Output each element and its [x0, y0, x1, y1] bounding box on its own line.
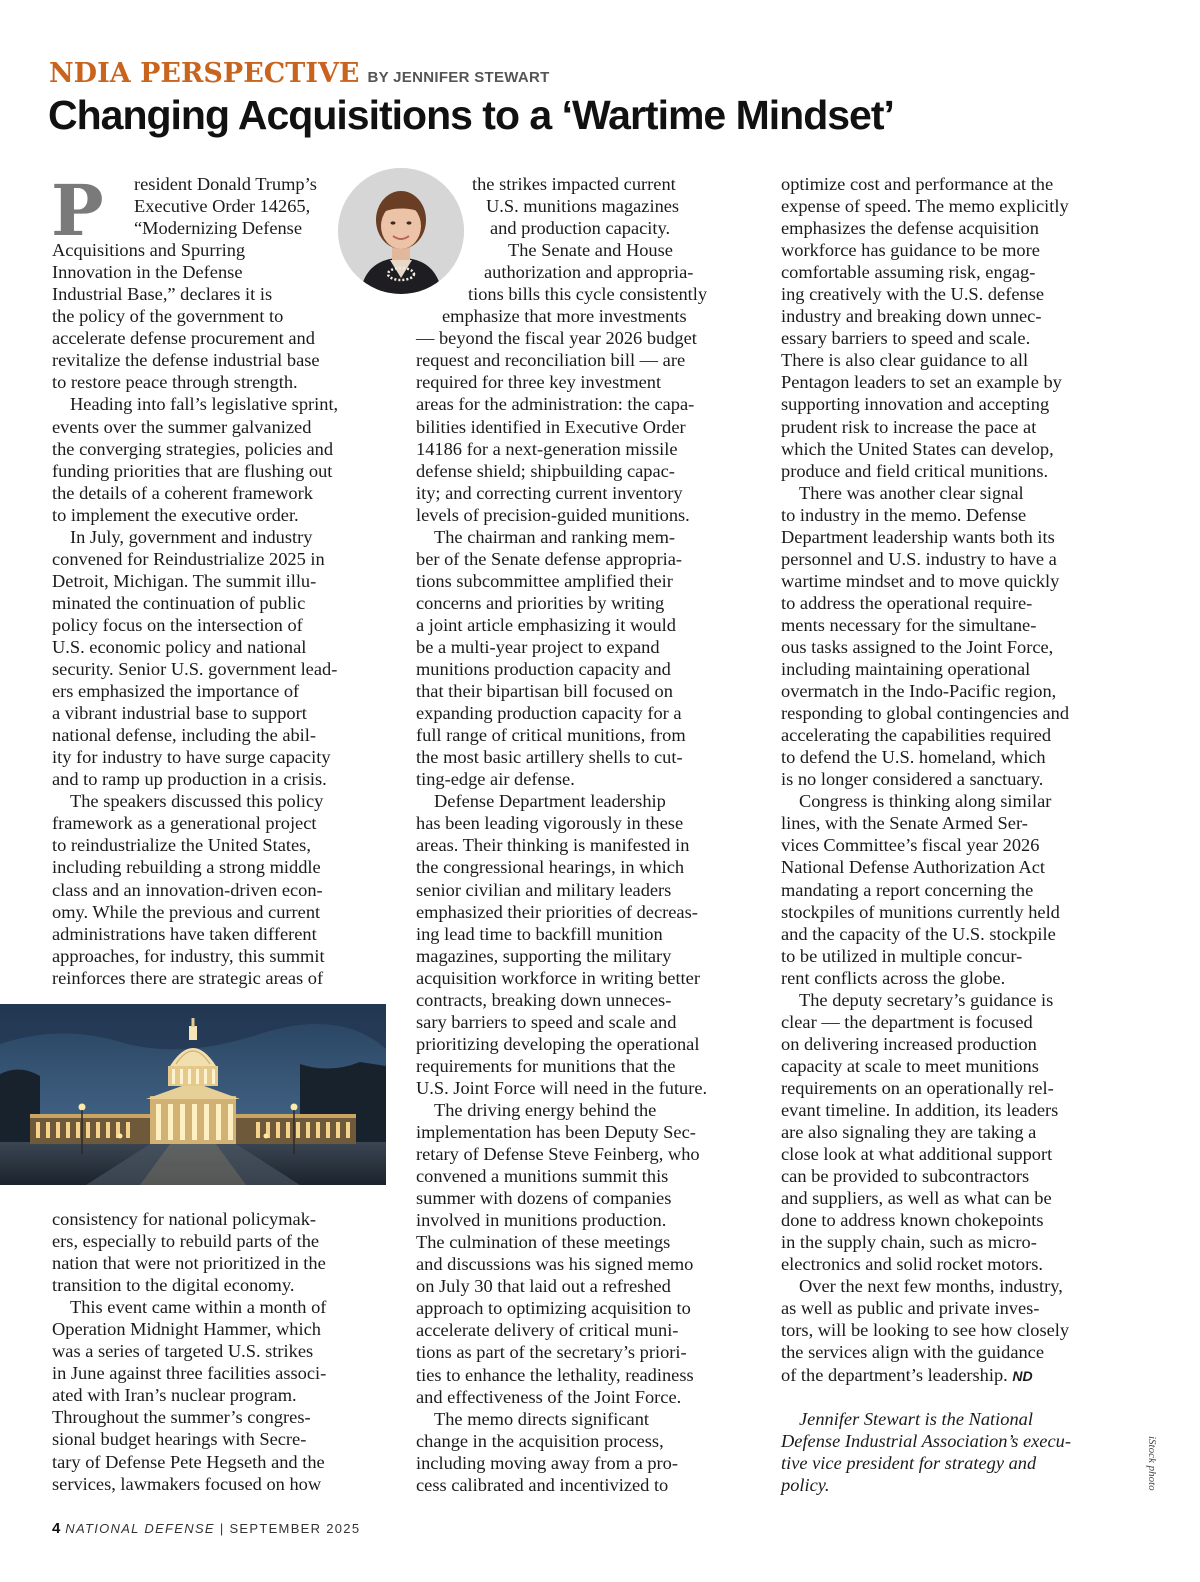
text-line: done to address known chokepoints: [781, 1210, 1044, 1231]
text-line: The chairman and ranking mem-: [434, 526, 676, 547]
drop-cap: P: [51, 169, 104, 252]
text-line: authorization and appropria-: [484, 262, 694, 283]
text-line: has been leading vigorously in these: [416, 813, 684, 834]
text-line: reinforces there are strategic areas of: [52, 967, 324, 988]
text-line: bilities identified in Executive Order: [416, 416, 686, 437]
text-line: This event came within a month of: [70, 1297, 327, 1318]
text-line: transition to the digital economy.: [52, 1275, 295, 1296]
text-line: ting-edge air defense.: [416, 769, 575, 790]
text-line: nation that were not prioritized in the: [52, 1253, 326, 1274]
text-line: to industry in the memo. Defense: [781, 504, 1027, 525]
text-line: senior civilian and military leaders: [416, 879, 672, 900]
text-line: requirements on an operationally rel-: [781, 1077, 1054, 1098]
article-last-line-text: of the department’s leadership.: [781, 1364, 1008, 1385]
text-line: industry and breaking down unnec-: [781, 306, 1042, 327]
column-1-top: [51, 169, 387, 989]
text-line: accelerate delivery of critical muni-: [416, 1320, 679, 1341]
text-line: prudent risk to increase the pace at: [781, 416, 1037, 437]
text-line: to restore peace through strength.: [52, 372, 298, 393]
text-line: class and an innovation-driven econ-: [52, 879, 323, 900]
text-line: There was another clear signal: [799, 482, 1024, 503]
text-line: — beyond the fiscal year 2026 budget: [416, 328, 697, 349]
text-line: tive vice president for strategy and: [781, 1452, 1037, 1473]
text-line: the strikes impacted current: [472, 174, 676, 194]
page-footer: [52, 1520, 360, 1537]
text-line: Defense Department leadership: [434, 791, 666, 812]
text-line: was a series of targeted U.S. strikes: [52, 1341, 314, 1362]
text-line: lines, with the Senate Armed Ser-: [781, 813, 1028, 834]
text-line: The culmination of these meetings: [416, 1232, 671, 1253]
text-line: The Senate and House: [508, 240, 673, 261]
text-line: responding to global contingencies and: [781, 703, 1070, 724]
text-line: emphasize that more investments: [442, 306, 687, 327]
text-line: on delivering increased production: [781, 1033, 1037, 1054]
section-kicker: [49, 58, 550, 89]
text-line: the policy of the government to: [52, 306, 284, 327]
text-line: including rebuilding a strong middle: [52, 857, 321, 878]
text-line: Throughout the summer’s congres-: [52, 1407, 311, 1428]
text-line: expanding production capacity for a: [416, 703, 682, 724]
text-line: The speakers discussed this policy: [70, 791, 324, 812]
text-line: tary of Defense Pete Hegseth and the: [52, 1451, 325, 1472]
text-line: stockpiles of munitions currently held: [781, 901, 1060, 922]
text-line: Innovation in the Defense: [52, 262, 243, 283]
text-line: In July, government and industry: [70, 526, 313, 547]
text-line: Pentagon leaders to set an example by: [781, 372, 1062, 393]
capitol-photo-image: [0, 1004, 386, 1185]
text-line: Operation Midnight Hammer, which: [52, 1319, 321, 1340]
text-line: Over the next few months, industry,: [799, 1276, 1063, 1297]
text-line: to implement the executive order.: [52, 504, 299, 525]
text-line: to defend the U.S. homeland, which: [781, 747, 1046, 768]
text-line: ing creatively with the U.S. defense: [781, 284, 1045, 305]
text-line: ing lead time to backfill munition: [416, 923, 663, 944]
text-line: 14186 for a next-generation missile: [416, 438, 678, 459]
text-line: minated the continuation of public: [52, 592, 306, 613]
text-line: ties to enhance the lethality, readiness: [416, 1364, 694, 1385]
text-line: to reindustrialize the United States,: [52, 835, 311, 856]
text-line: National Defense Authorization Act: [781, 857, 1046, 878]
text-line: summer with dozens of companies: [416, 1188, 672, 1209]
text-line: ers emphasized the importance of: [52, 681, 300, 702]
text-line: tors, will be looking to see how closely: [781, 1320, 1070, 1341]
text-line: capacity at scale to meet munitions: [781, 1055, 1039, 1076]
text-line: the services align with the guidance: [781, 1342, 1045, 1363]
text-line: ers, especially to rebuild parts of the: [52, 1231, 320, 1252]
text-line: events over the summer galvanized: [52, 416, 312, 437]
text-line: contracts, breaking down unneces-: [416, 989, 672, 1010]
text-line: “Modernizing Defense: [134, 218, 303, 239]
text-line: optimize cost and performance at the: [781, 174, 1054, 194]
text-line: U.S. Joint Force will need in the future.: [416, 1077, 708, 1098]
author-bio: [781, 1408, 1121, 1496]
text-line: in the supply chain, such as micro-: [781, 1232, 1037, 1253]
text-line: be a multi-year project to expand: [416, 636, 660, 657]
column-2: [416, 173, 756, 1496]
text-line: wartime mindset and to move quickly: [781, 570, 1060, 591]
text-line: There is also clear guidance to all: [781, 350, 1029, 371]
text-line: Heading into fall’s legislative sprint,: [70, 394, 339, 415]
text-line: and the capacity of the U.S. stockpile: [781, 923, 1056, 944]
text-line: to address the operational require-: [781, 592, 1033, 613]
text-line: overmatch in the Indo-Pacific region,: [781, 681, 1057, 702]
text-line: levels of precision-guided munitions.: [416, 504, 690, 525]
text-line: workforce has guidance to be more: [781, 240, 1040, 261]
magazine-name: NATIONAL DEFENSE: [65, 1521, 215, 1536]
text-line: mandating a report concerning the: [781, 879, 1034, 900]
text-line: evant timeline. In addition, its leaders: [781, 1099, 1059, 1120]
text-line: close look at what additional support: [781, 1144, 1053, 1165]
text-line: tions subcommittee amplified their: [416, 570, 673, 591]
column-1-bottom: [52, 1208, 387, 1495]
text-line: accelerating the capabilities required: [781, 725, 1052, 746]
text-line: and suppliers, as well as what can be: [781, 1188, 1052, 1209]
text-line: prioritizing developing the operational: [416, 1033, 700, 1054]
text-line: tions as part of the secretary’s priori-: [416, 1342, 687, 1363]
text-line: acquisition workforce in writing better: [416, 967, 700, 988]
text-line: sary barriers to speed and scale and: [416, 1011, 677, 1032]
text-line: administrations have taken different: [52, 923, 317, 944]
column-3: [781, 173, 1121, 1496]
text-line: and to ramp up production in a crisis.: [52, 769, 327, 790]
text-line: The driving energy behind the: [434, 1099, 657, 1120]
text-line: U.S. munitions magazines: [486, 196, 680, 217]
text-line: a joint article emphasizing it would: [416, 614, 676, 635]
text-line: Industrial Base,” declares it is: [52, 284, 273, 305]
text-line: Detroit, Michigan. The summit illu-: [52, 570, 317, 591]
text-line: ity for industry to have surge capacity: [52, 747, 331, 768]
text-line: policy focus on the intersection of: [52, 614, 303, 635]
text-line: personnel and U.S. industry to have a: [781, 548, 1057, 569]
headline: Changing Acquisitions to a ‘Wartime Mindset’: [48, 92, 894, 138]
text-line: electronics and solid rocket motors.: [781, 1254, 1043, 1275]
text-line: The deputy secretary’s guidance is: [799, 989, 1054, 1010]
text-line: approach to optimizing acquisition to: [416, 1298, 691, 1319]
text-line: national defense, including the abil-: [52, 725, 317, 746]
text-line: implementation has been Deputy Sec-: [416, 1122, 696, 1143]
text-line: to be utilized in multiple concur-: [781, 945, 1023, 966]
text-line: cess calibrated and incentivized to: [416, 1474, 669, 1495]
text-line: accelerate defense procurement and: [52, 328, 315, 349]
text-line: full range of critical munitions, from: [416, 725, 686, 746]
text-line: convened a munitions summit this: [416, 1166, 669, 1187]
text-line: munitions production capacity and: [416, 659, 671, 680]
footer-separator: |: [219, 1521, 225, 1536]
text-line: in June against three facilities associ-: [52, 1363, 327, 1384]
text-line: requirements for munitions that the: [416, 1055, 676, 1076]
text-line: including maintaining operational: [781, 659, 1031, 680]
text-line: ous tasks assigned to the Joint Force,: [781, 636, 1054, 657]
section-label: NDIA PERSPECTIVE: [49, 58, 360, 89]
text-line: sional budget hearings with Secre-: [52, 1429, 307, 1450]
text-line: security. Senior U.S. government lead-: [52, 659, 338, 680]
text-line: the converging strategies, policies and: [52, 438, 334, 459]
text-line: and discussions was his signed memo: [416, 1254, 694, 1275]
text-line: policy.: [781, 1474, 830, 1495]
text-line: defense shield; shipbuilding capac-: [416, 460, 675, 481]
text-line: funding priorities that are flushing out: [52, 460, 333, 481]
text-line: Congress is thinking along similar: [799, 791, 1052, 812]
text-line: that their bipartisan bill focused on: [416, 681, 673, 702]
text-line: rent conflicts across the globe.: [781, 967, 1006, 988]
text-line: the details of a coherent framework: [52, 482, 313, 503]
text-line: vices Committee’s fiscal year 2026: [781, 835, 1040, 856]
text-line: approaches, for industry, this summit: [52, 945, 325, 966]
text-line: emphasized their priorities of decreas-: [416, 901, 698, 922]
text-line: ments necessary for the simultane-: [781, 614, 1037, 635]
photo-credit: iStock photo: [1146, 1436, 1158, 1491]
text-line: the most basic artillery shells to cut-: [416, 747, 683, 768]
text-line: framework as a generational project: [52, 813, 317, 834]
text-line: convened for Reindustrialize 2025 in: [52, 548, 325, 569]
text-line: services, lawmakers focused on how: [52, 1473, 322, 1494]
text-line: Defense Industrial Association’s execu-: [781, 1430, 1071, 1451]
text-line: on July 30 that laid out a refreshed: [416, 1276, 671, 1297]
text-line: is no longer considered a sanctuary.: [781, 769, 1044, 790]
text-line: emphasizes the defense acquisition: [781, 218, 1039, 239]
text-line: areas. Their thinking is manifested in: [416, 835, 690, 856]
column-3-last-line: [781, 1364, 1121, 1386]
text-line: consistency for national policymak-: [52, 1209, 317, 1229]
text-line: which the United States can develop,: [781, 438, 1054, 459]
text-line: magazines, supporting the military: [416, 945, 672, 966]
text-line: concerns and priorities by writing: [416, 592, 665, 613]
column-3-lines: [781, 173, 1121, 1364]
page-number: 4: [52, 1520, 61, 1537]
text-line: retary of Defense Steve Feinberg, who: [416, 1144, 700, 1165]
spacer-line: [781, 1386, 1121, 1408]
text-line: the congressional hearings, in which: [416, 857, 685, 878]
capitol-photo: [0, 1004, 386, 1185]
text-line: produce and field critical munitions.: [781, 460, 1049, 481]
text-line: required for three key investment: [416, 372, 662, 393]
text-line: resident Donald Trump’s: [134, 174, 317, 194]
text-line: expense of speed. The memo explicitly: [781, 196, 1069, 217]
text-line: ber of the Senate defense appropria-: [416, 548, 683, 569]
text-line: U.S. economic policy and national: [52, 636, 307, 657]
text-line: ated with Iran’s nuclear program.: [52, 1385, 297, 1406]
end-mark: ND: [1012, 1367, 1033, 1384]
text-line: change in the acquisition process,: [416, 1430, 664, 1451]
text-line: essary barriers to speed and scale.: [781, 328, 1031, 349]
issue-date: SEPTEMBER 2025: [229, 1521, 361, 1536]
text-line: can be provided to subcontractors: [781, 1166, 1030, 1187]
text-line: are also signaling they are taking a: [781, 1122, 1037, 1143]
text-line: areas for the administration: the capa-: [416, 394, 695, 415]
text-line: ity; and correcting current inventory: [416, 482, 683, 503]
text-line: Executive Order 14265,: [134, 196, 311, 217]
byline: BY JENNIFER STEWART: [367, 69, 550, 86]
text-line: involved in munitions production.: [416, 1210, 667, 1231]
text-line: Department leadership wants both its: [781, 526, 1055, 547]
text-line: revitalize the defense industrial base: [52, 350, 320, 371]
text-line: as well as public and private inves-: [781, 1298, 1040, 1319]
text-line: comfortable assuming risk, engag-: [781, 262, 1036, 283]
text-line: supporting innovation and accepting: [781, 394, 1050, 415]
text-line: including moving away from a pro-: [416, 1452, 679, 1473]
text-line: and production capacity.: [490, 218, 671, 239]
text-line: and effectiveness of the Joint Force.: [416, 1386, 682, 1407]
text-line: Jennifer Stewart is the National: [799, 1408, 1033, 1429]
text-line: The memo directs significant: [434, 1408, 650, 1429]
text-line: a vibrant industrial base to support: [52, 703, 307, 724]
text-line: tions bills this cycle consistently: [468, 284, 708, 305]
text-line: request and reconciliation bill — are: [416, 350, 686, 371]
text-line: Acquisitions and Spurring: [52, 240, 246, 261]
text-line: clear — the department is focused: [781, 1011, 1033, 1032]
text-line: omy. While the previous and current: [52, 901, 321, 922]
